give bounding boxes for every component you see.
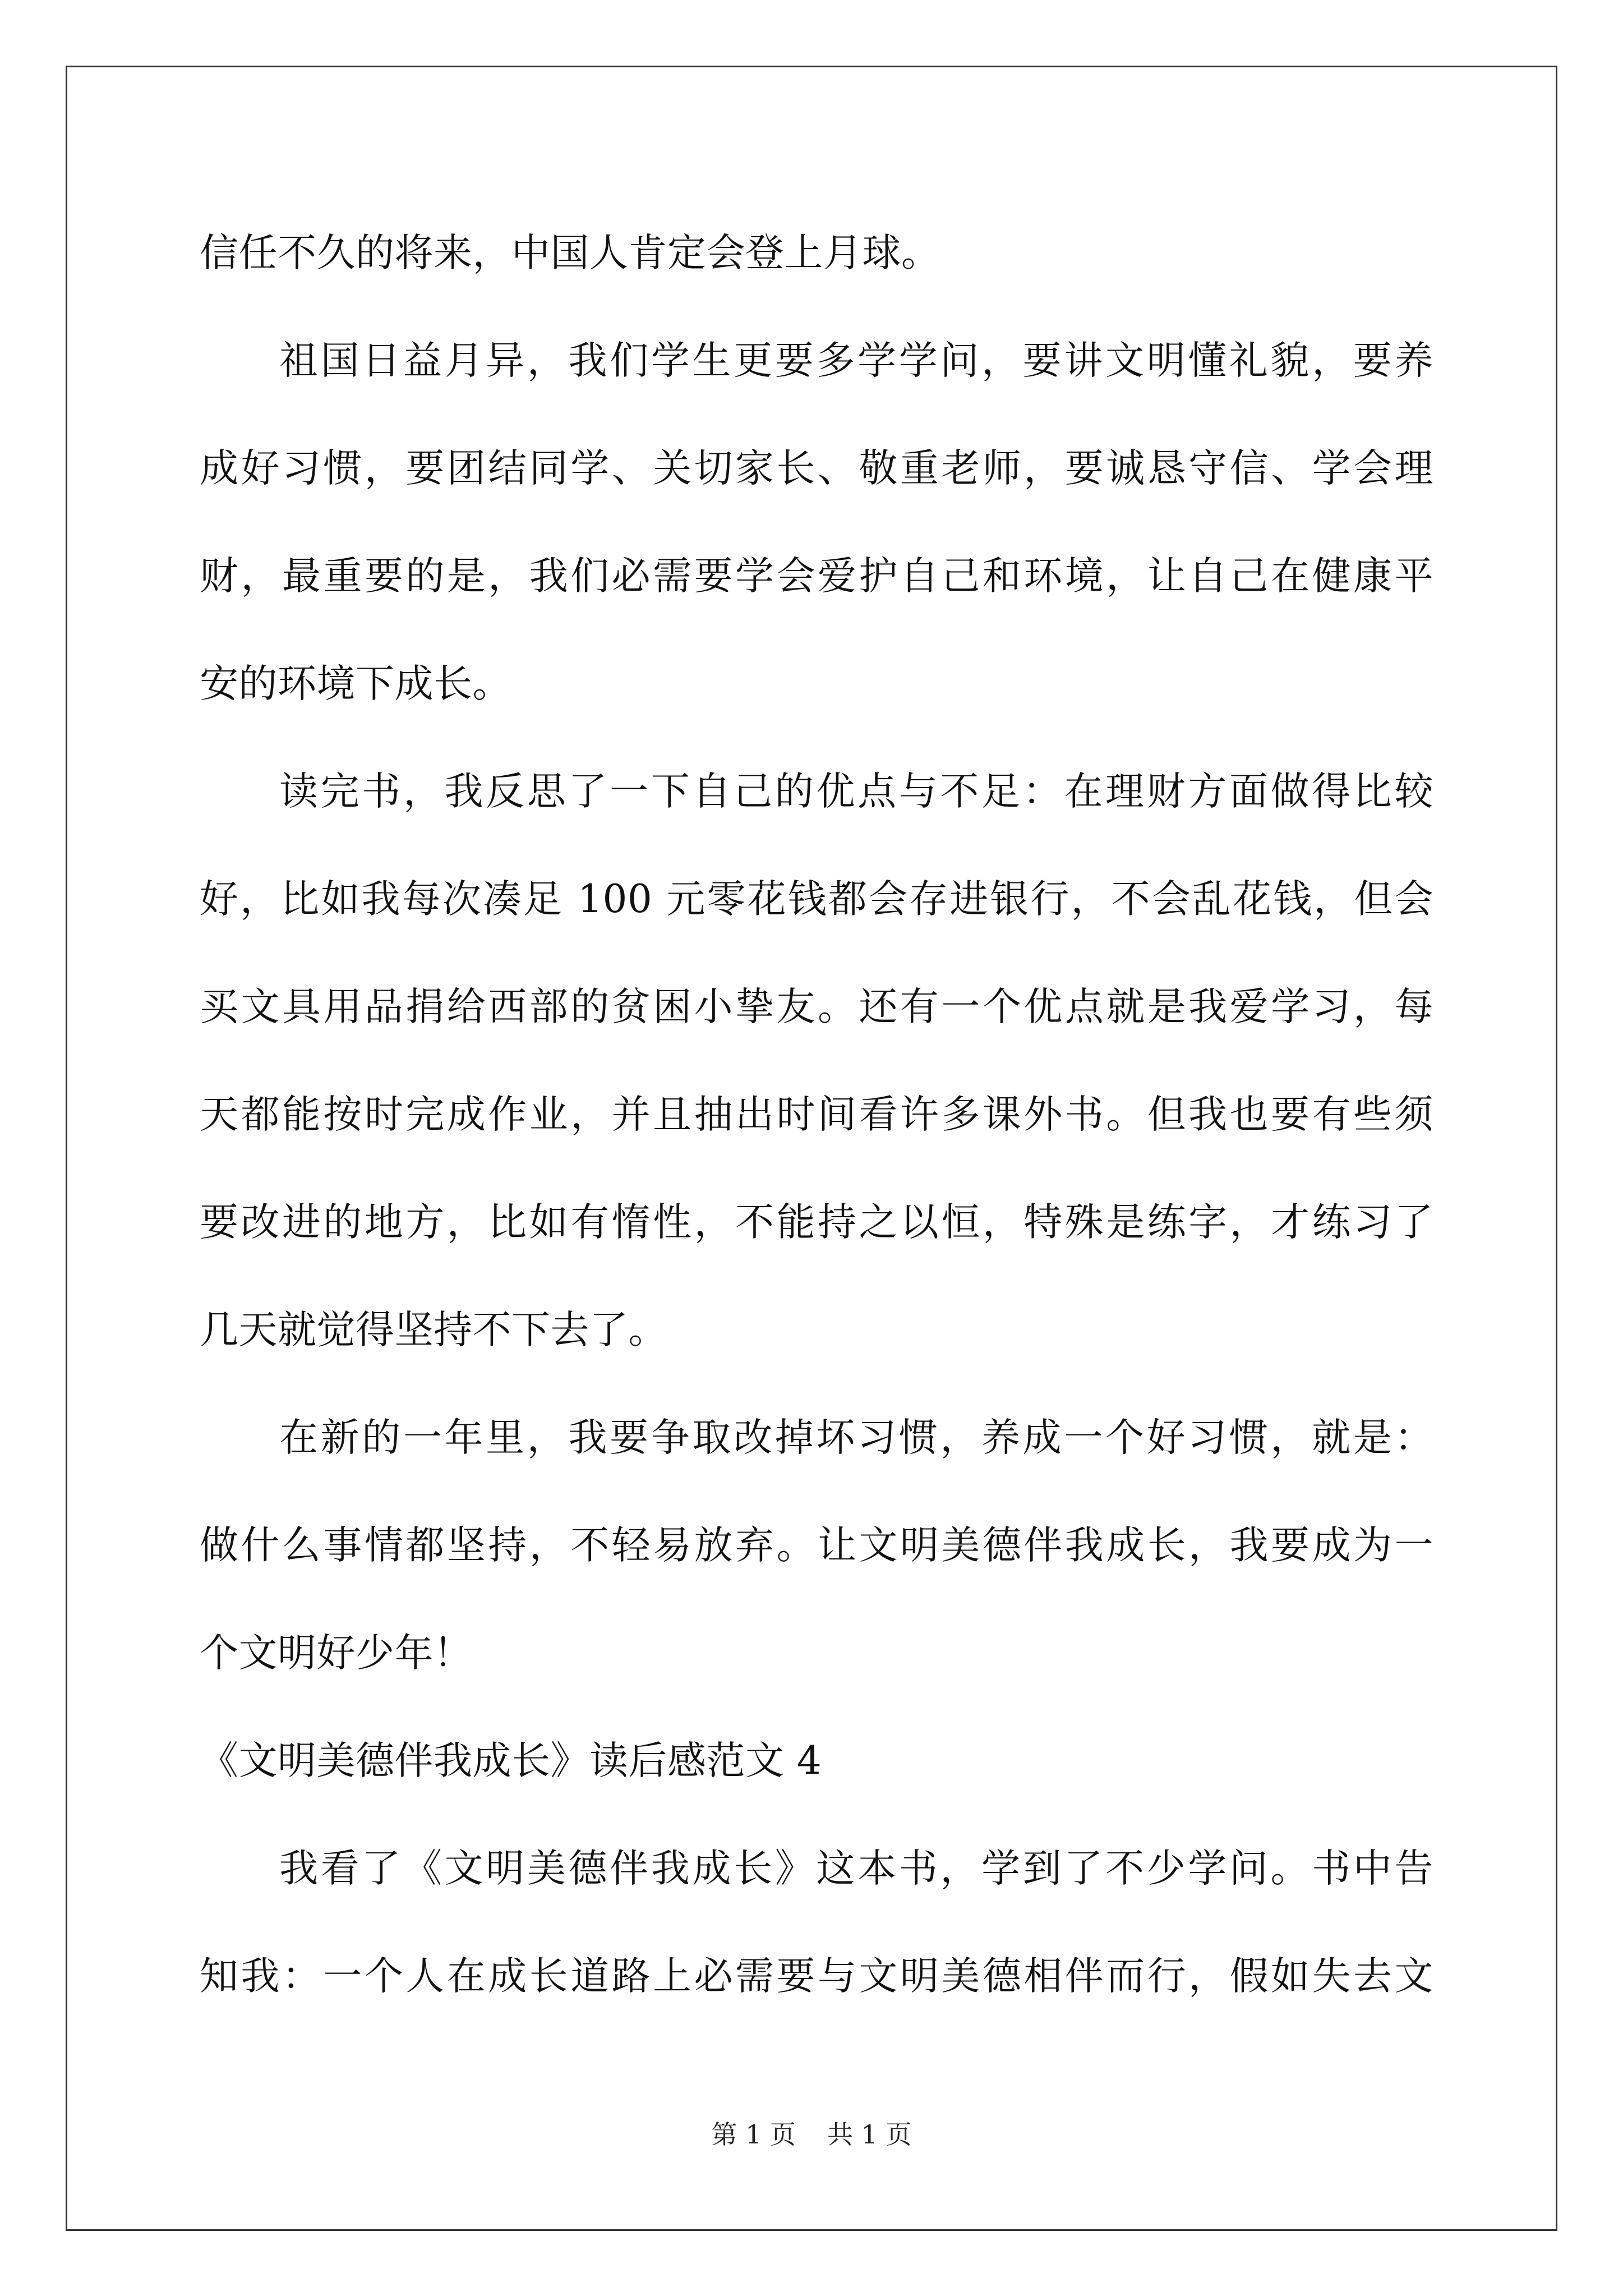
text-line: 安的环境下成长。: [200, 661, 511, 706]
text-line: 读完书，我反思了一下自己的优点与不足：在理财方面做得比较: [279, 769, 1433, 814]
text-line: 个文明好少年！: [200, 1631, 473, 1676]
text-line: 我看了《文明美德伴我成长》这本书，学到了不少学问。书中告: [279, 1846, 1433, 1891]
text-line: 祖国日益月异，我们学生更要多学学问，要讲文明懂礼貌，要养: [279, 338, 1433, 383]
text-line: 天都能按时完成作业，并且抽出时间看许多课外书。但我也要有些须: [200, 1092, 1433, 1137]
section-heading: 《文明美德伴我成长》读后感范文 4: [200, 1738, 822, 1783]
page-number: 第 1 页: [711, 2119, 796, 2150]
text-line: 要改进的地方，比如有惰性，不能持之以恒，特殊是练字，才练习了: [200, 1200, 1433, 1245]
text-line: 成好习惯，要团结同学、关切家长、敬重老师，要诚恳守信、学会理: [200, 446, 1433, 491]
text-line: 在新的一年里，我要争取改掉坏习惯，养成一个好习惯，就是：: [279, 1415, 1433, 1460]
text-line: 好，比如我每次凑足 100 元零花钱都会存进银行，不会乱花钱，但会: [200, 877, 1433, 922]
page-footer: [0, 2118, 1623, 2151]
text-line: 买文具用品捐给西部的贫困小挚友。还有一个优点就是我爱学习，每: [200, 984, 1433, 1029]
page-total: 共 1 页: [827, 2119, 912, 2150]
text-line: 财，最重要的是，我们必需要学会爱护自己和环境，让自己在健康平: [200, 554, 1433, 599]
text-line: 知我：一个人在成长道路上必需要与文明美德相伴而行，假如失去文: [200, 1954, 1433, 1999]
text-line: 做什么事情都坚持，不轻易放弃。让文明美德伴我成长，我要成为一: [200, 1523, 1433, 1568]
text-line: 几天就觉得坚持不下去了。: [200, 1308, 667, 1352]
document-body: [200, 199, 1433, 2030]
text-line: 信任不久的将来，中国人肯定会登上月球。: [200, 231, 940, 275]
